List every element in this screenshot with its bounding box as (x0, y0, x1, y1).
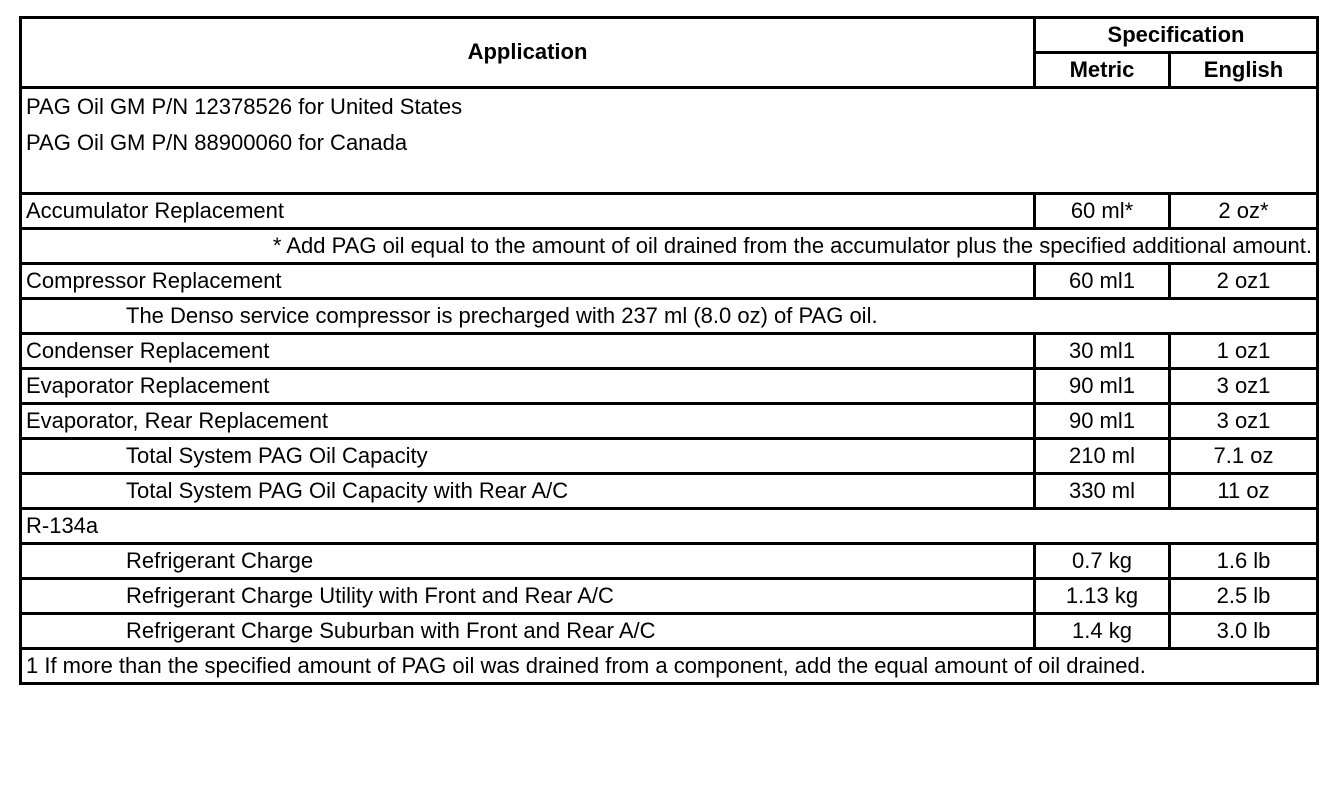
row-label: Refrigerant Charge Utility with Front and Rear A/C (21, 579, 1035, 614)
english-header: English (1170, 53, 1318, 88)
metric-value: 210 ml (1035, 439, 1170, 474)
english-value: 2 oz* (1170, 194, 1318, 229)
note-row (21, 229, 1318, 264)
metric-value: 90 ml1 (1035, 404, 1170, 439)
refrigerant-label: R-134a (21, 509, 1318, 544)
english-value: 11 oz (1170, 474, 1318, 509)
english-value: 1 oz1 (1170, 334, 1318, 369)
english-value: 2.5 lb (1170, 579, 1318, 614)
metric-value: 0.7 kg (1035, 544, 1170, 579)
metric-header: Metric (1035, 53, 1170, 88)
table-row (21, 579, 1318, 614)
footnote: 1 If more than the specified amount of PAG oil was drained from a component, add the equal amount of oil drained. (21, 649, 1318, 684)
row-label: Refrigerant Charge Suburban with Front and Rear A/C (21, 614, 1035, 649)
table-row (21, 264, 1318, 299)
metric-value: 60 ml1 (1035, 264, 1170, 299)
english-value: 3 oz1 (1170, 404, 1318, 439)
table-row (21, 334, 1318, 369)
english-value: 2 oz1 (1170, 264, 1318, 299)
pag-oil-cell (21, 88, 1318, 194)
compressor-note: The Denso service compressor is precharged with 237 ml (8.0 oz) of PAG oil. (21, 299, 1318, 334)
pag-oil-us: PAG Oil GM P/N 12378526 for United States (26, 94, 463, 119)
row-label: Refrigerant Charge (21, 544, 1035, 579)
row-label: Total System PAG Oil Capacity (21, 439, 1035, 474)
metric-value: 90 ml1 (1035, 369, 1170, 404)
pag-oil-canada: PAG Oil GM P/N 88900060 for Canada (26, 130, 408, 156)
english-value: 1.6 lb (1170, 544, 1318, 579)
metric-value: 30 ml1 (1035, 334, 1170, 369)
row-label: Evaporator, Rear Replacement (21, 404, 1035, 439)
header-row (21, 18, 1318, 53)
table-row (21, 404, 1318, 439)
section-row (21, 509, 1318, 544)
row-label: Accumulator Replacement (21, 194, 1035, 229)
table-row (21, 194, 1318, 229)
row-label: Condenser Replacement (21, 334, 1035, 369)
specification-header: Specification (1035, 18, 1318, 53)
footnote-row (21, 649, 1318, 684)
english-value: 7.1 oz (1170, 439, 1318, 474)
english-value: 3.0 lb (1170, 614, 1318, 649)
metric-value: 60 ml* (1035, 194, 1170, 229)
row-label: Evaporator Replacement (21, 369, 1035, 404)
table-row (21, 544, 1318, 579)
table-row (21, 614, 1318, 649)
accumulator-note: * Add PAG oil equal to the amount of oil drained from the accumulator plus the specified additional amount. (21, 229, 1318, 264)
metric-value: 330 ml (1035, 474, 1170, 509)
metric-value: 1.13 kg (1035, 579, 1170, 614)
specification-table (19, 16, 1319, 685)
table-row (21, 474, 1318, 509)
table-row (21, 439, 1318, 474)
table-row (21, 369, 1318, 404)
english-value: 3 oz1 (1170, 369, 1318, 404)
row-label: Compressor Replacement (21, 264, 1035, 299)
pag-oil-row (21, 88, 1318, 194)
row-label: Total System PAG Oil Capacity with Rear A/C (21, 474, 1035, 509)
note-row (21, 299, 1318, 334)
application-header: Application (21, 18, 1035, 88)
metric-value: 1.4 kg (1035, 614, 1170, 649)
